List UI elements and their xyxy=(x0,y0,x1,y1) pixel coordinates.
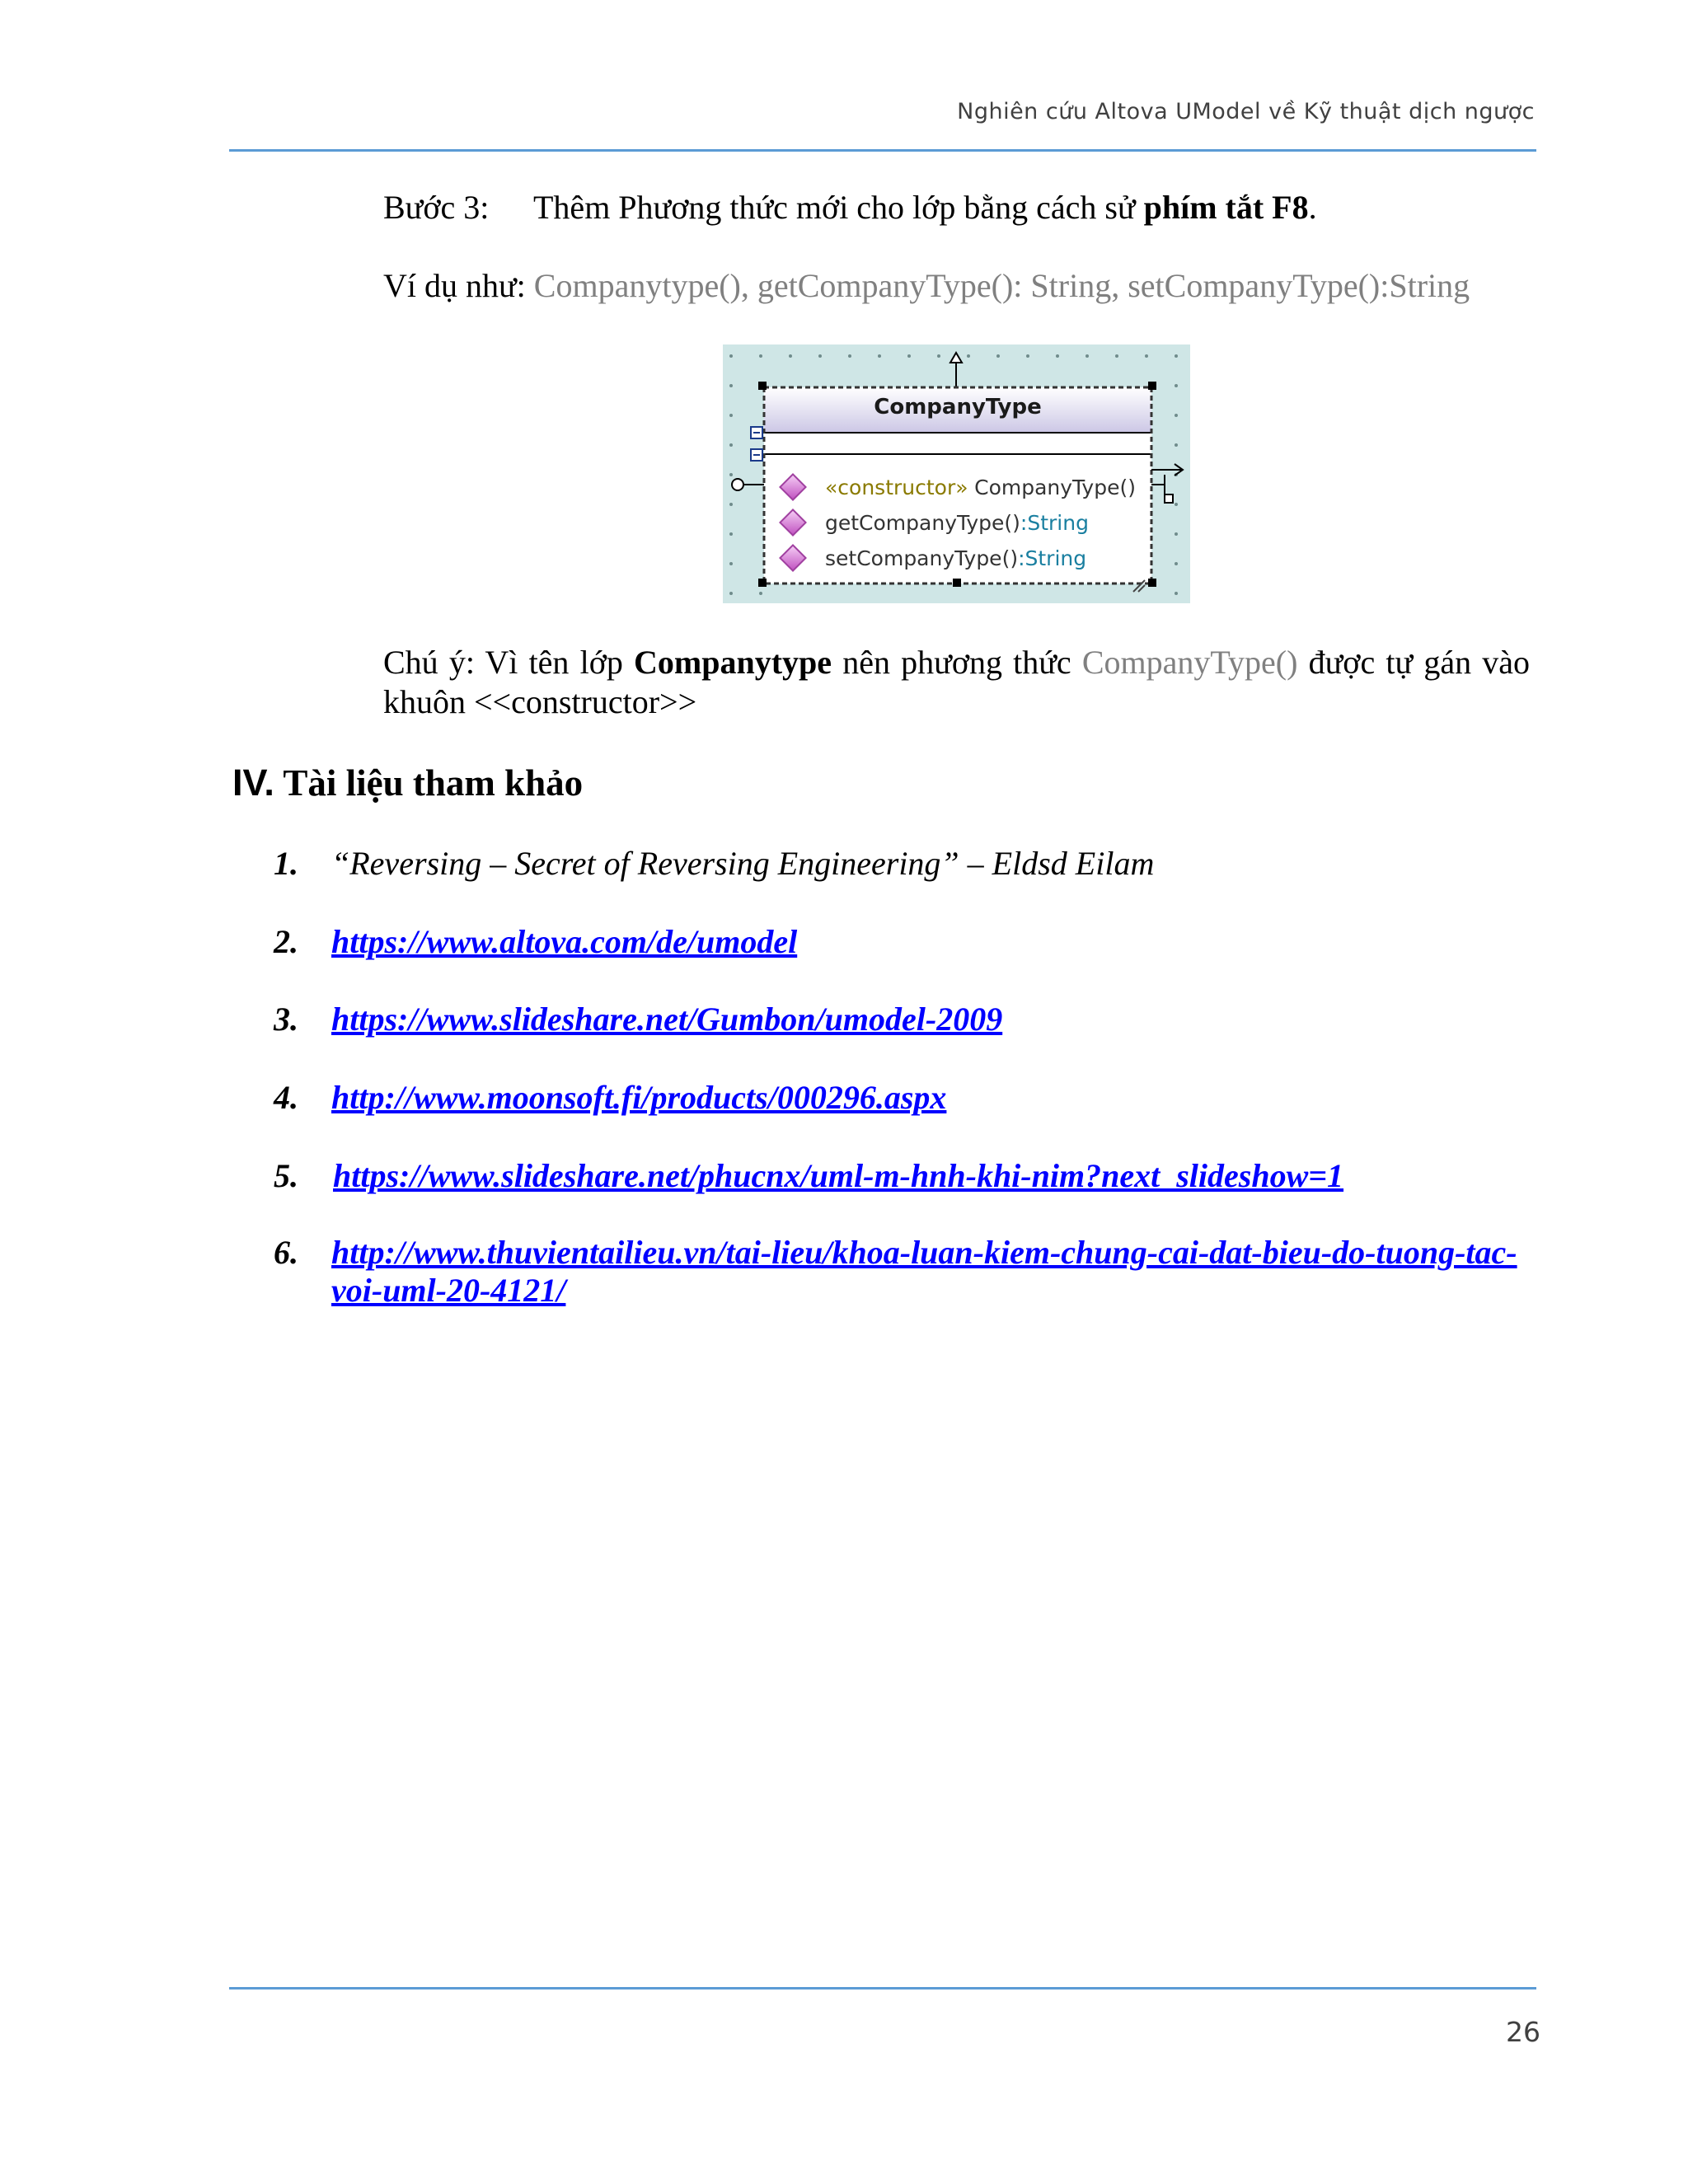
reference-number: 3. xyxy=(274,1001,298,1038)
reference-text: “Reversing – Secret of Reversing Engineering” – Eldsd Eilam xyxy=(331,845,1155,882)
class-name: CompanyType xyxy=(874,395,1042,419)
step-suffix: . xyxy=(1308,189,1317,226)
operation-2-type: :String xyxy=(1020,511,1089,535)
note-suffix: được tự gán vào xyxy=(1297,644,1530,681)
reference-item xyxy=(274,845,1535,883)
page-number: 26 xyxy=(1506,2016,1540,2048)
operation-1 xyxy=(825,476,1136,499)
port-square xyxy=(1165,494,1173,503)
interface-lollipop xyxy=(732,479,743,490)
running-header: Nghiên cứu Altova UModel về Kỹ thuật dịch ngược xyxy=(957,99,1535,124)
operation-2-name: getCompanyType() xyxy=(825,511,1020,535)
operation-3-name: setCompanyType() xyxy=(825,546,1019,570)
reference-number: 5. xyxy=(274,1157,298,1194)
reference-link[interactable]: http://www.moonsoft.fi/products/000296.aspx xyxy=(331,1079,947,1116)
reference-number: 6. xyxy=(274,1234,298,1271)
note-middle: nên phương thức xyxy=(832,644,1082,681)
note-line-1 xyxy=(383,643,1530,682)
reference-item xyxy=(274,1157,1535,1195)
note-line-2: khuôn <<constructor>> xyxy=(383,683,697,720)
operation-1-name: CompanyType() xyxy=(974,476,1136,499)
note-class-name: Companytype xyxy=(634,644,832,681)
operation-icons xyxy=(780,474,805,570)
example-paragraph xyxy=(383,266,1470,306)
reference-item xyxy=(274,1079,1535,1117)
step-paragraph xyxy=(383,188,1317,227)
step-text: Thêm Phương thức mới cho lớp bằng cách sử xyxy=(533,189,1144,226)
operation-2 xyxy=(825,511,1089,535)
reference-link[interactable]: https://www.slideshare.net/phucnx/uml-m-hnh-khi-nim?next_slideshow=1 xyxy=(333,1157,1344,1194)
reference-item xyxy=(274,1234,1535,1310)
reference-number: 4. xyxy=(274,1079,298,1116)
header-rule xyxy=(229,149,1536,152)
section-title: Tài liệu tham khảo xyxy=(274,762,584,804)
reference-number: 1. xyxy=(274,845,298,882)
example-label: Ví dụ như: xyxy=(383,267,534,304)
uml-class-figure xyxy=(723,344,1190,603)
reference-link[interactable]: https://www.altova.com/de/umodel xyxy=(331,923,798,960)
reference-link-continued[interactable]: voi-uml-20-4121/ xyxy=(331,1272,566,1309)
operation-3 xyxy=(825,546,1086,570)
note-prefix: Chú ý: Vì tên lớp xyxy=(383,644,635,681)
reference-number: 2. xyxy=(274,923,298,960)
reference-item xyxy=(274,923,1535,961)
footer-rule xyxy=(229,1987,1536,1990)
reference-link[interactable]: https://www.slideshare.net/Gumbon/umodel-2009 xyxy=(331,1001,1003,1038)
uml-diagram xyxy=(723,344,1190,603)
note-method: CompanyType() xyxy=(1081,644,1298,681)
step-shortcut: phím tắt F8 xyxy=(1143,189,1309,226)
example-methods: Companytype(), getCompanyType(): String, setCompanyType():String xyxy=(533,267,1470,304)
operation-stereotype: «constructor» xyxy=(825,476,968,499)
section-heading xyxy=(232,761,583,805)
note-paragraph xyxy=(383,643,1530,722)
reference-link[interactable]: http://www.thuvientailieu.vn/tai-lieu/khoa-luan-kiem-chung-cai-dat-bieu-do-tuong-tac- xyxy=(331,1234,1517,1271)
operation-3-type: :String xyxy=(1018,546,1087,570)
reference-item xyxy=(274,1001,1535,1038)
step-label: Bước 3: xyxy=(383,189,490,226)
section-number: IV. xyxy=(232,762,274,804)
